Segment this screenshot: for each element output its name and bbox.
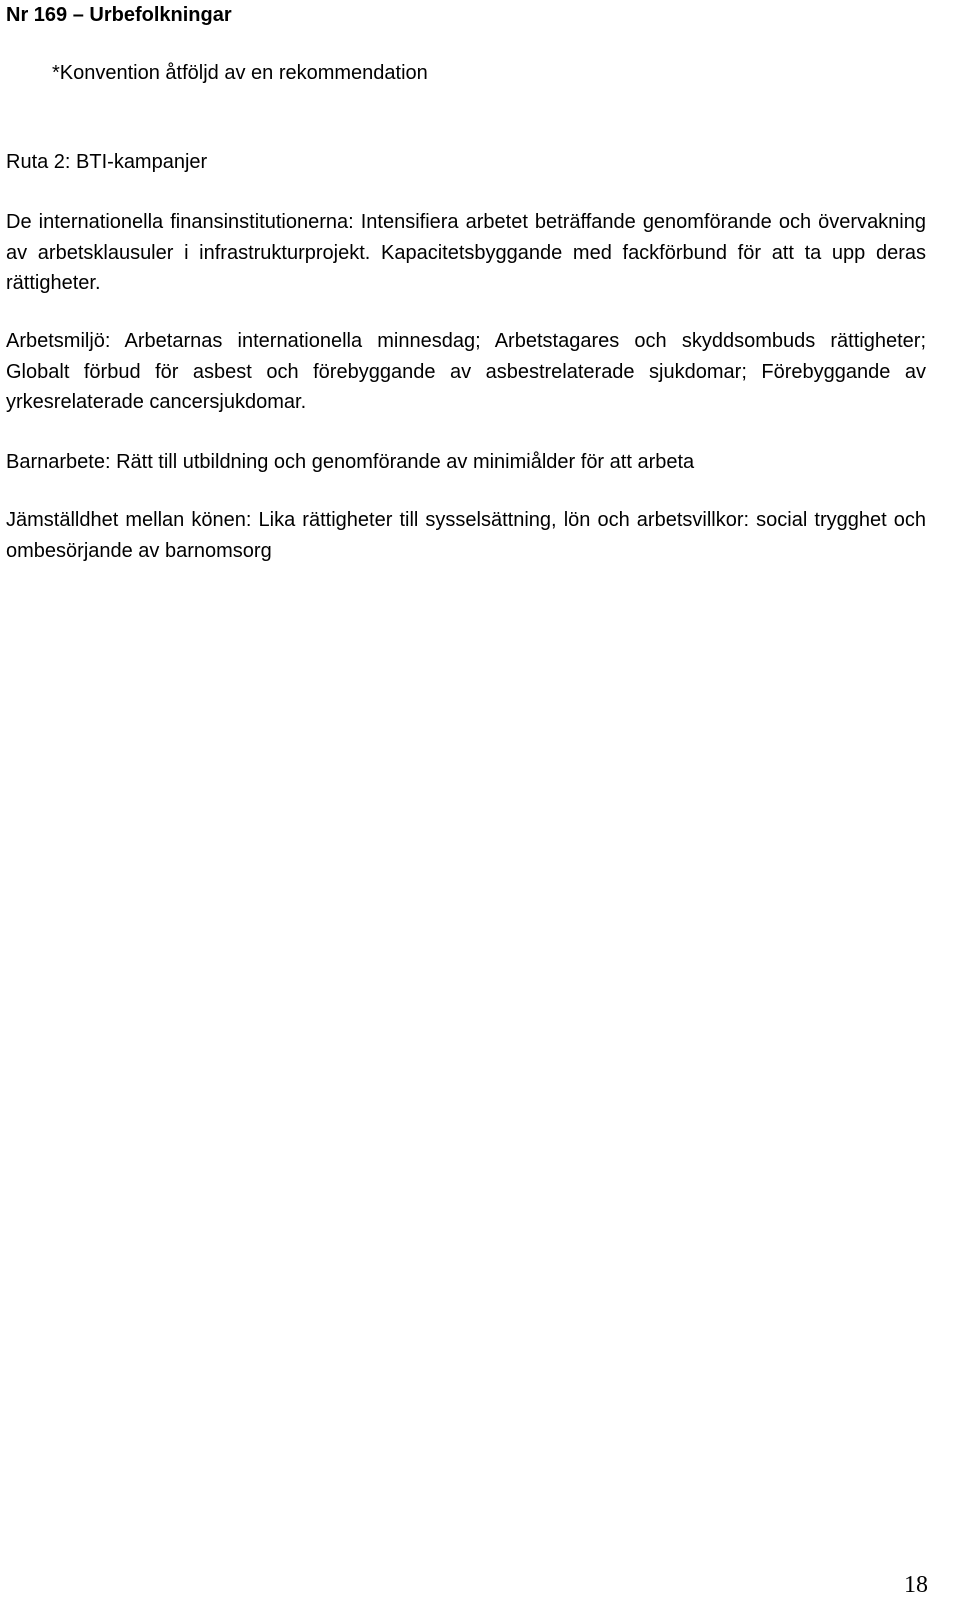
paragraph-work-environment: Arbetsmiljö: Arbetarnas internationella minnesdag; Arbetstagares och skyddsombuds rättigheter; Globalt förbud för asbest och förebyggande av asbestrelaterade sjukdomar; Förebyggande av yrkesrelaterade cancersjukdomar. — [6, 330, 926, 413]
convention-subheading: *Konvention åtföljd av en rekommendation — [52, 62, 428, 84]
paragraph-finance-institutions: De internationella finansinstitutionerna: Intensifiera arbetet beträffande genomförande och övervakning av arbetsklausuler i infrastrukturprojekt. Kapacitetsbyggande med fackförbund för att ta upp deras rättigheter. — [6, 211, 926, 294]
section-title: Ruta 2: BTI-kampanjer — [6, 151, 208, 173]
paragraph-gender-equality: Jämställdhet mellan könen: Lika rättigheter till sysselsättning, lön och arbetsvillkor: social trygghet och ombesörjande av barnomsorg — [6, 509, 926, 562]
page-number: 18 — [904, 1572, 928, 1598]
convention-heading: Nr 169 – Urbefolkningar — [6, 4, 232, 26]
paragraph-child-labour: Barnarbete: Rätt till utbildning och genomförande av minimiålder för att arbeta — [6, 451, 695, 473]
